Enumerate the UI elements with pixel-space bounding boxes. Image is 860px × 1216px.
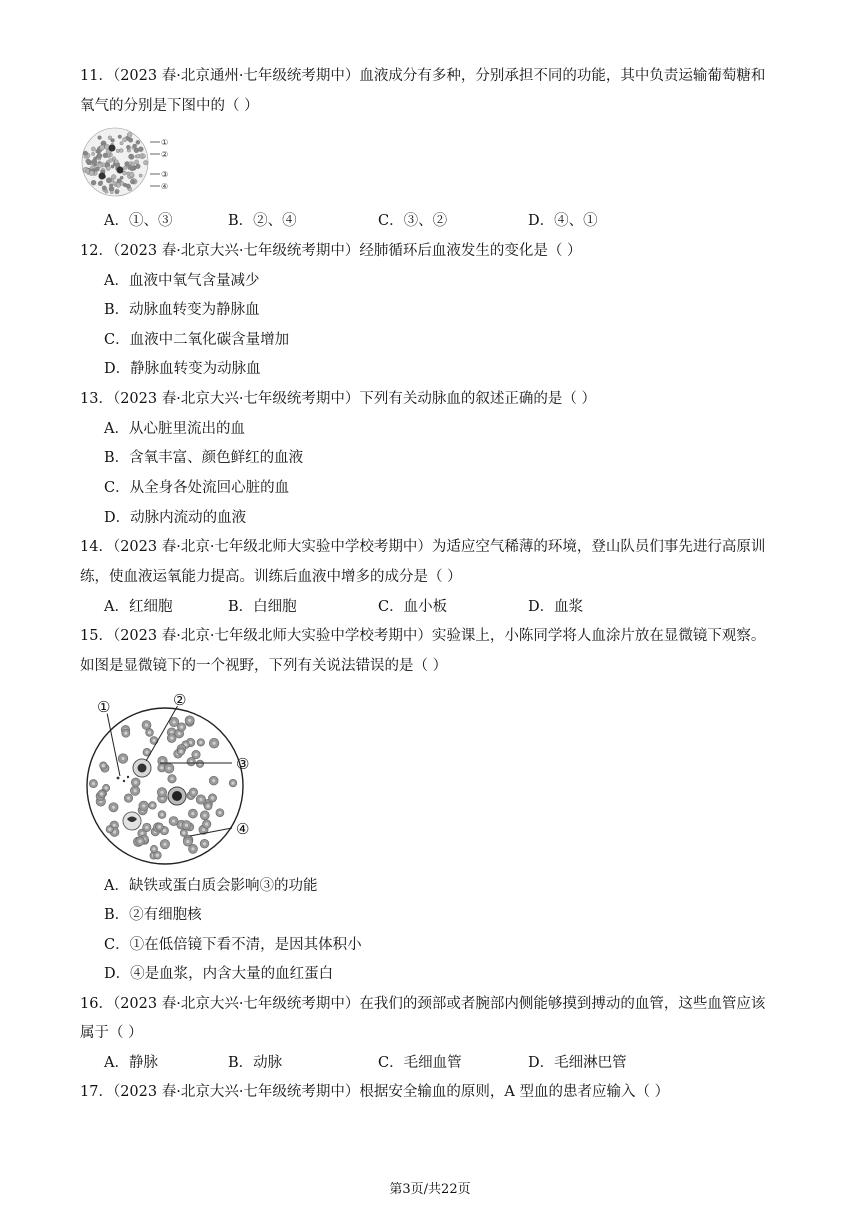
red-blood-cell-center	[185, 824, 188, 827]
q16-option-a[interactable]: A．静脉	[104, 1055, 158, 1071]
q13-option-d[interactable]: D．动脉内流动的血液	[104, 510, 247, 526]
red-blood-cell-center	[112, 806, 115, 809]
q11-option-a[interactable]: A．①、③	[104, 213, 173, 229]
red-blood-cell-center	[212, 779, 215, 782]
red-blood-cell-center	[161, 759, 164, 762]
red-blood-cell-center	[203, 842, 206, 845]
q14-option-a[interactable]: A．红细胞	[104, 599, 173, 615]
red-blood-cell-center	[160, 813, 163, 816]
blood-cell	[113, 182, 116, 185]
q11-option-d[interactable]: D．④、①	[528, 213, 598, 229]
red-blood-cell-center	[188, 719, 191, 722]
q12-option-b[interactable]: B．动脉血转变为静脉血	[104, 302, 260, 318]
q12-option-a[interactable]: A．血液中氧气含量减少	[104, 273, 260, 289]
blood-cell	[84, 155, 87, 158]
white-blood-cell	[109, 145, 116, 152]
red-blood-cell-center	[178, 732, 181, 735]
red-blood-cell-center	[141, 832, 144, 835]
blood-cell	[130, 179, 135, 184]
red-blood-cell-center	[180, 725, 183, 728]
blood-cell	[136, 140, 140, 144]
blood-cell	[129, 154, 134, 159]
q15-option-c[interactable]: C．①在低倍镜下看不清，是因其体积小	[104, 937, 362, 953]
q16-option-b[interactable]: B．动脉	[228, 1055, 283, 1071]
red-blood-cell-center	[170, 737, 173, 740]
red-blood-cell-center	[156, 854, 159, 857]
red-blood-cell-center	[211, 796, 214, 799]
q15-label-4: ④	[236, 820, 250, 838]
red-blood-cell-center	[179, 750, 182, 753]
blood-cell	[142, 154, 146, 158]
blood-cell	[134, 160, 138, 164]
q15-label-3: ③	[236, 755, 250, 773]
red-blood-cell-center	[218, 811, 221, 814]
blood-cell	[109, 184, 113, 188]
blood-cell	[92, 159, 97, 164]
blood-cell	[99, 145, 104, 150]
red-blood-cell-center	[127, 797, 130, 800]
blood-cell	[97, 163, 102, 168]
red-blood-cell-center	[160, 791, 163, 794]
blood-cell	[134, 148, 139, 153]
q14-option-d[interactable]: D．血浆	[528, 599, 584, 615]
red-blood-cell-center	[163, 829, 166, 832]
red-blood-cell-center	[194, 753, 197, 756]
blood-cell	[91, 180, 96, 185]
red-blood-cell-center	[199, 798, 202, 801]
red-blood-cell-center	[203, 814, 206, 817]
blood-cell	[106, 178, 111, 183]
white-blood-cell	[99, 173, 106, 180]
q11-label-1: ①	[161, 138, 169, 147]
blood-cell	[133, 144, 137, 148]
blood-cell	[110, 191, 113, 194]
blood-cell	[143, 160, 148, 165]
white-blood-cell	[117, 167, 124, 174]
blood-cell	[105, 190, 108, 193]
blood-cell	[139, 174, 142, 177]
blood-cell	[116, 149, 120, 153]
q11-option-b[interactable]: B．②、④	[228, 213, 297, 229]
red-blood-cell-center	[121, 757, 124, 760]
q15-stem-line2: 如图是显微镜下的一个视野，下列有关说法错误的是（ ）	[80, 658, 448, 674]
red-blood-cell-center	[148, 731, 151, 734]
red-blood-cell-center	[199, 741, 202, 744]
red-blood-cell-center	[158, 825, 161, 828]
red-blood-cell-center	[142, 804, 145, 807]
blood-cell	[91, 152, 94, 155]
blood-cell	[116, 183, 121, 188]
blood-cell	[120, 176, 123, 179]
red-blood-cell-center	[134, 781, 137, 784]
q14-stem-line1: 14．（2023 春·北京·七年级北师大实验中学校考期中）为适应空气稀薄的环境，登山队员们事先进行高原训	[80, 539, 766, 555]
q11-blood-smear-figure	[80, 126, 180, 198]
red-blood-cell-center	[205, 823, 208, 826]
q11-stem-line1: 11．（2023 春·北京通州·七年级统考期中）血液成分有多种，分别承担不同的功能，其中负责运输葡萄糖和	[80, 68, 766, 84]
red-blood-cell-center	[170, 777, 173, 780]
red-blood-cell-center	[152, 739, 155, 742]
blood-cell	[111, 139, 115, 143]
red-blood-cell-center	[145, 724, 148, 727]
blood-cell	[120, 142, 123, 145]
blood-cell	[103, 153, 108, 158]
red-blood-cell-center	[163, 843, 166, 846]
blood-cell	[123, 171, 127, 175]
q12-stem: 12．（2023 春·北京大兴·七年级统考期中）经肺循环后血液发生的变化是（ ）	[80, 243, 582, 259]
q14-option-c[interactable]: C．血小板	[378, 599, 448, 615]
page-number-footer: 第3页/共22页	[389, 1182, 471, 1197]
q11-label-4: ④	[161, 182, 169, 191]
blood-cell	[138, 147, 143, 152]
red-blood-cell-center	[145, 751, 148, 754]
blood-cell	[86, 159, 91, 164]
q13-option-c[interactable]: C．从全身各处流回心脏的血	[104, 480, 290, 496]
blood-cell	[98, 136, 102, 140]
blood-cell	[123, 166, 127, 170]
blood-cell	[118, 135, 122, 139]
red-blood-cell-center	[207, 805, 210, 808]
q13-option-b[interactable]: B．含氧丰富、颜色鲜红的血液	[104, 450, 304, 466]
blood-cell	[122, 138, 126, 142]
q15-label-2: ②	[173, 691, 187, 709]
q16-option-d[interactable]: D．毛细淋巴管	[528, 1055, 627, 1071]
q15-option-a[interactable]: A．缺铁或蛋白质会影响③的功能	[104, 878, 318, 894]
blood-cell	[129, 162, 132, 165]
red-blood-cell-center	[186, 840, 189, 843]
blood-cell	[114, 160, 118, 164]
blood-cell	[136, 164, 141, 169]
q17-stem: 17．（2023 春·北京大兴·七年级统考期中）根据安全输血的原则，A 型血的患者应输入（ ）	[80, 1084, 670, 1100]
blood-cell	[111, 165, 114, 168]
blood-cell	[115, 190, 119, 194]
red-blood-cell-center	[151, 804, 154, 807]
q11-label-3: ③	[161, 170, 169, 179]
red-blood-cell-center	[168, 767, 171, 770]
blood-cell	[129, 172, 134, 177]
blood-cell	[89, 171, 94, 176]
q15-microscope-view-figure	[80, 686, 280, 866]
red-blood-cell-center	[160, 766, 163, 769]
q13-stem: 13．（2023 春·北京大兴·七年级统考期中）下列有关动脉血的叙述正确的是（ ）	[80, 391, 597, 407]
blood-cell	[126, 145, 130, 149]
q16-stem-line2: 属于（ ）	[80, 1025, 143, 1041]
red-blood-cell-center	[105, 786, 108, 789]
q15-label-1: ①	[97, 698, 111, 716]
blood-cell	[126, 184, 131, 189]
q11-stem-line2: 氧气的分别是下图中的（ ）	[80, 98, 259, 114]
red-blood-cell-center	[100, 792, 103, 795]
blood-cell	[98, 181, 103, 186]
q12-option-d[interactable]: D．静脉血转变为动脉血	[104, 361, 261, 377]
q16-stem-line1: 16．（2023 春·北京大兴·七年级统考期中）在我们的颈部或者腕部内侧能够摸到搏动的血管，这些血管应该	[80, 996, 766, 1012]
blood-cell	[127, 132, 132, 137]
blood-cell	[128, 165, 132, 169]
red-blood-cell-center	[134, 789, 137, 792]
red-blood-cell-center	[92, 782, 95, 785]
blood-cell	[102, 186, 106, 190]
q14-stem-line2: 练，使血液运氧能力提高。训练后血液中增多的成分是（ ）	[80, 569, 462, 585]
blood-cell	[112, 157, 116, 161]
red-blood-cell-center	[102, 764, 105, 767]
red-blood-cell-center	[173, 721, 176, 724]
red-blood-cell-center	[124, 732, 127, 735]
q14-option-b[interactable]: B．白细胞	[228, 599, 297, 615]
red-blood-cell-center	[191, 847, 194, 850]
q12-option-c[interactable]: C．血液中二氧化碳含量增加	[104, 332, 290, 348]
blood-cell	[106, 166, 110, 170]
q15-option-b[interactable]: B．②有细胞核	[104, 907, 202, 923]
blood-cell	[97, 153, 102, 158]
red-blood-cell-center	[182, 831, 185, 834]
red-blood-cell-center	[145, 826, 148, 829]
red-blood-cell-center	[192, 791, 195, 794]
red-blood-cell-center	[231, 782, 234, 785]
blood-cell	[91, 147, 95, 151]
red-blood-cell-center	[191, 812, 194, 815]
blood-cell	[119, 149, 123, 153]
q11-option-c[interactable]: C．③、②	[378, 213, 448, 229]
q15-option-d[interactable]: D．④是血浆，内含大量的血红蛋白	[104, 966, 334, 982]
red-blood-cell-center	[152, 847, 155, 850]
red-blood-cell-center	[213, 742, 216, 745]
blood-cell	[128, 138, 133, 143]
q11-label-2: ②	[161, 150, 169, 159]
red-blood-cell-center	[172, 820, 175, 823]
red-blood-cell-center	[139, 840, 142, 843]
red-blood-cell-center	[108, 828, 111, 831]
red-blood-cell-center	[113, 824, 116, 827]
red-blood-cell-center	[202, 828, 205, 831]
q16-option-c[interactable]: C．毛细血管	[378, 1055, 462, 1071]
q13-option-a[interactable]: A．从心脏里流出的血	[104, 421, 245, 437]
q15-stem-line1: 15．（2023 春·北京·七年级北师大实验中学校考期中）实验课上，小陈同学将人血涂片放在显微镜下观察。	[80, 628, 766, 644]
